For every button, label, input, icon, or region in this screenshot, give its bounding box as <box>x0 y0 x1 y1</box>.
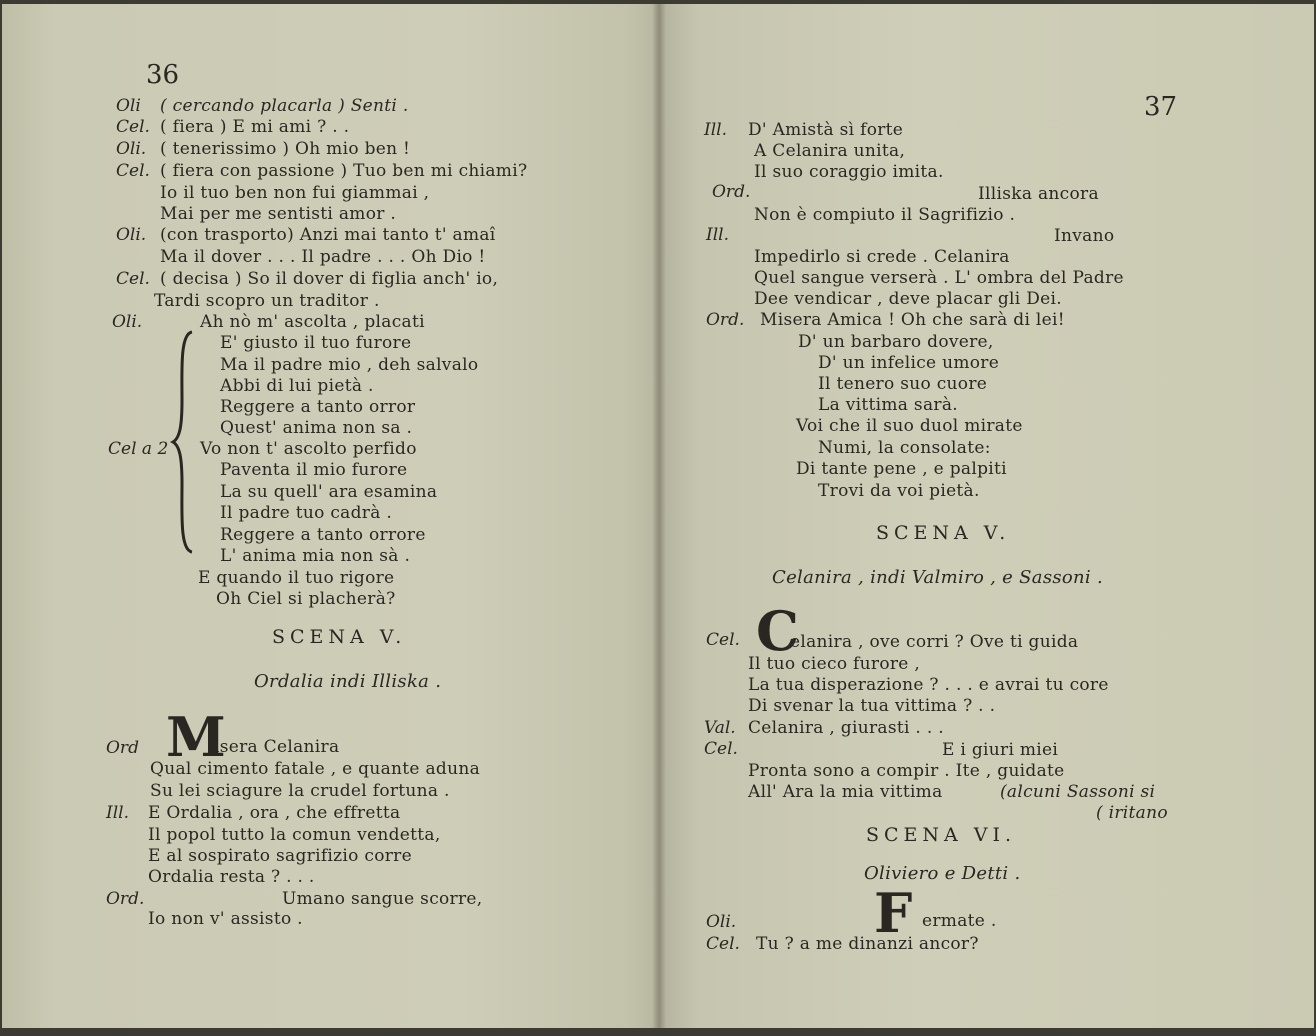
dialogue-line: Impedirlo si crede . Celanira <box>754 247 1010 267</box>
dialogue-line: Pronta sono a compir . Ite , guidate <box>748 761 1065 781</box>
dialogue-line: Umano sangue scorre, <box>282 889 483 909</box>
speaker: Cel. <box>116 269 150 289</box>
duet-line: Reggere a tanto orror <box>220 397 416 417</box>
dialogue-line: Il suo coraggio imita. <box>754 162 944 182</box>
duet-line: Quest' anima non sa . <box>220 418 413 438</box>
scene-subtitle: Oliviero e Detti . <box>864 863 1021 884</box>
right-page <box>660 4 1314 1028</box>
dialogue-line: Mai per me sentisti amor . <box>160 204 397 224</box>
dialogue-line: Io il tuo ben non fui giammai , <box>160 183 430 203</box>
drop-cap: C <box>756 599 799 663</box>
speaker: Cel a 2 <box>108 439 169 459</box>
speaker: Val. <box>704 718 736 738</box>
dialogue-line: ermate . <box>922 911 997 931</box>
dialogue-line: Su lei sciagure la crudel fortuna . <box>150 781 450 801</box>
dialogue-line: Illiska ancora <box>978 184 1099 204</box>
duet-line: Il padre tuo cadrà . <box>220 503 393 523</box>
speaker: Cel. <box>706 630 740 650</box>
dialogue-line: Di tante pene , e palpiti <box>796 459 1007 479</box>
duet-line: Vo non t' ascolto perfido <box>200 439 417 459</box>
speaker: Ill. <box>106 803 129 823</box>
brace-icon <box>170 330 196 554</box>
stage-direction: (alcuni Sassoni si <box>1000 782 1156 802</box>
dialogue-line: ( fiera con passione ) Tuo ben mi chiami? <box>160 161 528 181</box>
speaker: Oli. <box>116 139 147 159</box>
dialogue-line: Dee vendicar , deve placar gli Dei. <box>754 289 1062 309</box>
dialogue-line: D' un barbaro dovere, <box>798 332 994 352</box>
dialogue-line: Qual cimento fatale , e quante aduna <box>150 759 481 779</box>
dialogue-line: Voi che il suo duol mirate <box>796 416 1023 436</box>
speaker: Oli. <box>116 225 147 245</box>
speaker: Oli. <box>706 912 737 932</box>
speaker: Ord <box>106 738 139 758</box>
dialogue-line: All' Ara la mia vittima <box>748 782 943 802</box>
dialogue-line: ( fiera ) E mi ami ? . . <box>160 117 350 137</box>
drop-cap: F <box>874 881 913 945</box>
dialogue-line: Di svenar la tua vittima ? . . <box>748 696 996 716</box>
dialogue-line: Il popol tutto la comun vendetta, <box>148 825 441 845</box>
speaker: Oli. <box>112 312 143 332</box>
dialogue-line: D' Amistà sì forte <box>748 120 904 140</box>
duet-line: La su quell' ara esamina <box>220 482 438 502</box>
dialogue-line: E Ordalia , ora , che effretta <box>148 803 401 823</box>
scene-subtitle: Ordalia indi Illiska . <box>254 671 442 692</box>
dialogue-line: ( cercando placarla ) Senti . <box>160 96 409 116</box>
speaker: Cel. <box>706 934 740 954</box>
dialogue-line: Invano <box>1054 226 1115 246</box>
stage-direction: ( iritano <box>1096 803 1168 823</box>
scene-heading: SCENA VI. <box>866 824 1017 846</box>
dialogue-line: elanira , ove corri ? Ove ti guida <box>790 632 1079 652</box>
dialogue-line: Il tuo cieco furore , <box>748 654 921 674</box>
dialogue-line: A Celanira unita, <box>754 141 906 161</box>
scene-subtitle: Celanira , indi Valmiro , e Sassoni . <box>772 567 1104 588</box>
dialogue-line: Tardi scopro un traditor . <box>154 291 380 311</box>
dialogue-line: Quel sangue verserà . L' ombra del Padre <box>754 268 1124 288</box>
speaker: Cel. <box>116 117 150 137</box>
dialogue-line: (con trasporto) Anzi mai tanto t' amaî <box>160 225 496 245</box>
speaker: Ill. <box>704 120 727 140</box>
speaker: Cel. <box>116 161 150 181</box>
speaker: Oli <box>116 96 141 116</box>
speaker: Ill. <box>706 225 729 245</box>
scene-heading: SCENA V. <box>876 522 1011 544</box>
dialogue-line: E al sospirato sagrifizio corre <box>148 846 412 866</box>
dialogue-line: Il tenero suo cuore <box>818 374 988 394</box>
dialogue-line: Non è compiuto il Sagrifizio . <box>754 205 1016 225</box>
dialogue-line: Celanira , giurasti . . . <box>748 718 944 738</box>
duet-line: E quando il tuo rigore <box>198 568 395 588</box>
dialogue-line: La tua disperazione ? . . . e avrai tu core <box>748 675 1109 695</box>
dialogue-line: Io non v' assisto . <box>148 909 303 929</box>
dialogue-line: Ordalia resta ? . . . <box>148 867 315 887</box>
dialogue-line: isera Celanira <box>214 737 340 757</box>
page-number: 36 <box>146 60 180 90</box>
duet-line: Oh Ciel si placherà? <box>216 589 396 609</box>
duet-line: Paventa il mio furore <box>220 460 408 480</box>
drop-cap: M <box>166 705 226 769</box>
speaker: Cel. <box>704 739 738 759</box>
dialogue-line: Numi, la consolate: <box>818 438 991 458</box>
speaker: Ord. <box>712 182 751 202</box>
dialogue-line: D' un infelice umore <box>818 353 1000 373</box>
dialogue-line: ( decisa ) So il dover di figlia anch' io, <box>160 269 499 289</box>
left-page <box>2 4 660 1028</box>
duet-line: Abbi di lui pietà . <box>220 376 374 396</box>
duet-line: L' anima mia non sà . <box>220 546 411 566</box>
dialogue-line: Tu ? a me dinanzi ancor? <box>756 934 979 954</box>
page-number: 37 <box>1144 92 1178 122</box>
dialogue-line: Misera Amica ! Oh che sarà di lei! <box>760 310 1065 330</box>
dialogue-line: Trovi da voi pietà. <box>818 481 980 501</box>
duet-line: E' giusto il tuo furore <box>220 333 412 353</box>
speaker: Ord. <box>706 310 745 330</box>
duet-line: Ma il padre mio , deh salvalo <box>220 355 479 375</box>
scene-heading: SCENA V. <box>272 626 407 648</box>
duet-line: Ah nò m' ascolta , placati <box>200 312 425 332</box>
duet-line: Reggere a tanto orrore <box>220 525 426 545</box>
dialogue-line: E i giuri miei <box>942 740 1059 760</box>
book-gutter <box>652 4 666 1028</box>
dialogue-line: ( tenerissimo ) Oh mio ben ! <box>160 139 411 159</box>
dialogue-line: Ma il dover . . . Il padre . . . Oh Dio ! <box>160 247 486 267</box>
speaker: Ord. <box>106 889 145 909</box>
dialogue-line: La vittima sarà. <box>818 395 958 415</box>
